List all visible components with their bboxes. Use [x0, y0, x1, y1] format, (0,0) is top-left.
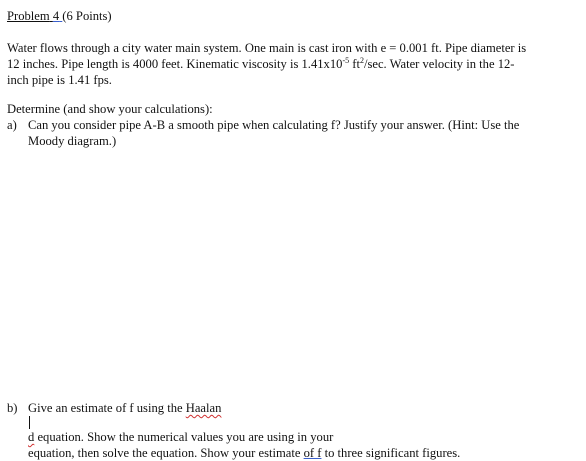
text-cursor — [29, 416, 30, 429]
problem-word: Problem — [7, 9, 50, 23]
problem-statement — [7, 40, 575, 88]
problem-number: 4 — [52, 9, 60, 23]
question-b-line-1: Give an estimate of f using the Haalan d equation. Show the numerical values you are using in your — [28, 400, 460, 445]
problem-heading — [7, 8, 112, 24]
question-b-marker: b) — [7, 401, 18, 415]
question-a-line-2: Moody diagram.) — [28, 134, 117, 148]
question-a-marker: a) — [7, 118, 17, 132]
question-b-line-2: equation, then solve the equation. Show your estimate of f to three significant figures. — [28, 446, 461, 460]
question-a-text — [28, 117, 519, 149]
problem-points: (6 Points) — [62, 9, 112, 23]
question-b-text — [28, 400, 460, 461]
statement-line-1: Water flows through a city water main system. One main is cast iron with e = 0.001 ft. Pipe diameter is — [7, 41, 527, 55]
haaland-word[interactable]: Haalan d — [28, 401, 222, 444]
statement-line-3: inch pipe is 1.41 fps. — [7, 73, 112, 87]
question-a-line-1: Can you consider pipe A-B a smooth pipe when calculating f? Justify your answer. (Hint: Use the — [28, 118, 520, 132]
statement-line-2: 12 inches. Pipe length is 4000 feet. Kinematic viscosity is $1.41x10^{-5}$ $ft^2/\sec$. Water velocity in the 12- — [7, 56, 515, 71]
determine-heading: Determine (and show your calculations): — [7, 102, 213, 116]
